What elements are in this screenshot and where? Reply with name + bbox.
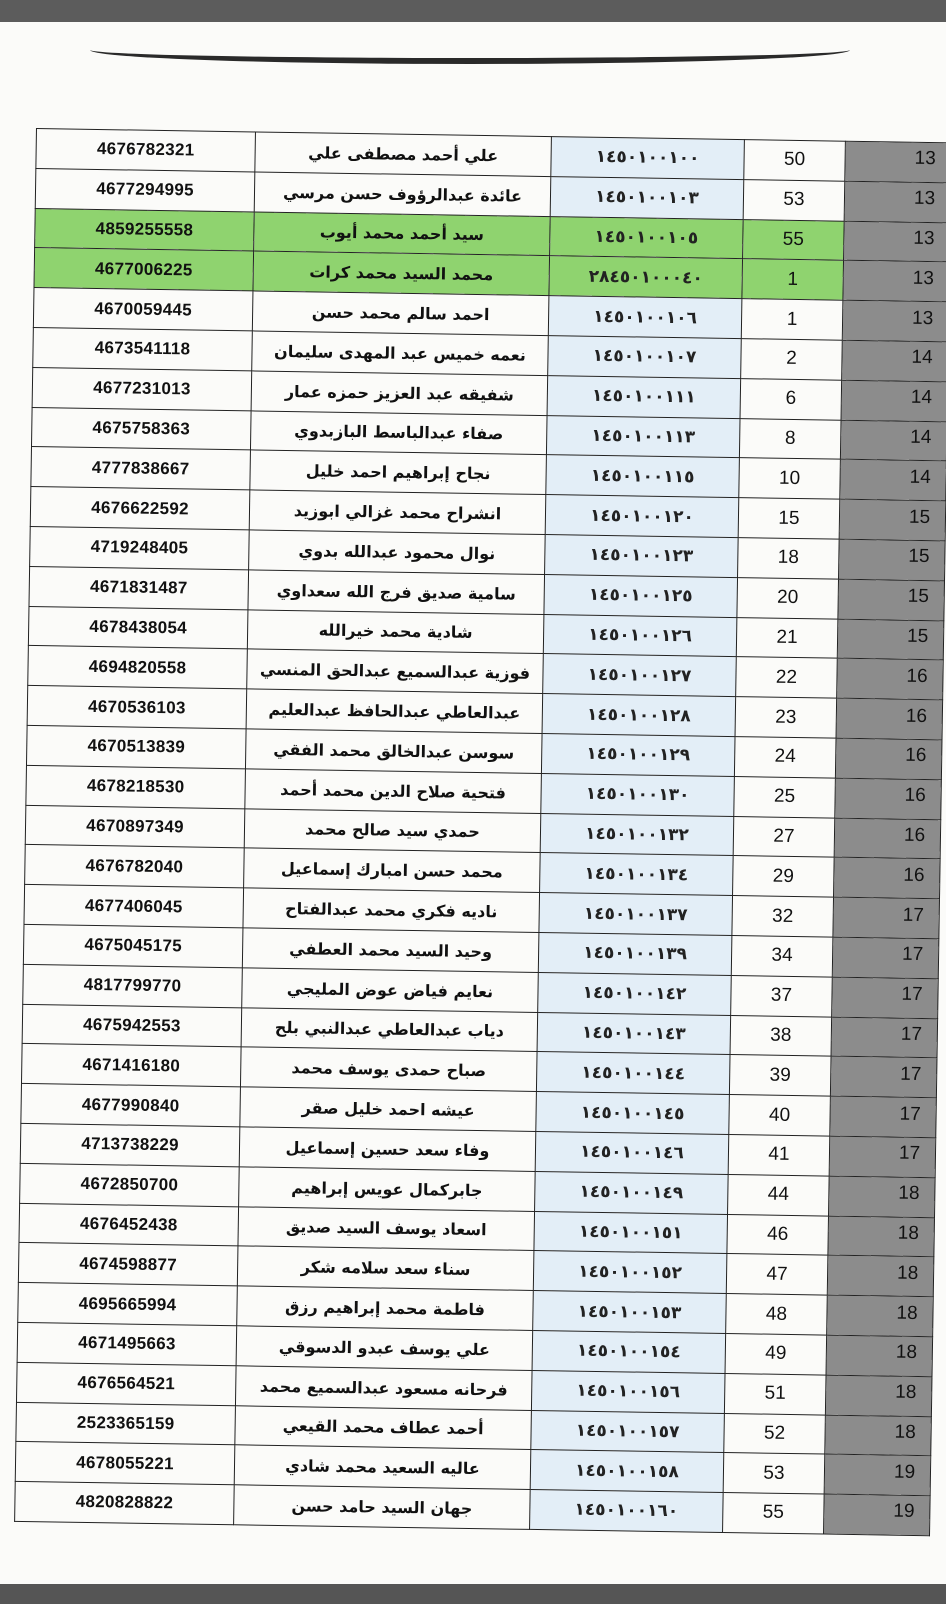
sequence-cell — [834, 857, 941, 898]
sequence-label: 18 — [895, 1381, 917, 1404]
number-cell: 47 — [726, 1254, 828, 1295]
national-id-cell: 4677990840 — [21, 1084, 241, 1127]
national-id-cell: 4678055221 — [15, 1442, 235, 1485]
sequence-label: 18 — [896, 1262, 919, 1284]
name-cell: صباح حمدى يوسف محمد — [240, 1047, 537, 1091]
page-top-edge — [90, 36, 850, 64]
national-id-cell: 2523365159 — [16, 1402, 236, 1445]
sequence-label: 15 — [908, 506, 931, 528]
sequence-label: 17 — [902, 904, 925, 926]
name-cell: احمد سالم محمد حسن — [252, 291, 549, 335]
name-cell: صفاء عبدالباسط البازبدوي — [250, 410, 547, 454]
code-cell: ١٤٥٠١٠٠١٥٤ — [532, 1330, 726, 1373]
code-cell: ١٤٥٠١٠٠١١٣ — [546, 415, 740, 458]
sequence-cell — [837, 619, 944, 660]
sequence-label: 18 — [898, 1182, 920, 1205]
code-cell: ١٤٥٠١٠٠١٢٥ — [544, 574, 738, 617]
code-cell: ١٤٥٠١٠٠١٤٣ — [537, 1012, 731, 1055]
sequence-label: 16 — [904, 784, 926, 807]
number-cell: 2 — [741, 339, 843, 380]
code-cell: ١٤٥٠١٠٠١٤٦ — [535, 1131, 729, 1174]
name-cell: سيد أحمد محمد أيوب — [254, 212, 551, 256]
national-id-cell: 4675942553 — [22, 1004, 242, 1047]
number-cell: 22 — [736, 657, 838, 698]
number-cell: 27 — [733, 816, 835, 857]
national-id-cell: 4678218530 — [26, 765, 246, 808]
number-cell: 21 — [736, 617, 838, 658]
code-cell: ٢٨٤٥٠١٠٠٠٤٠ — [549, 256, 743, 299]
sequence-label: 15 — [907, 585, 930, 608]
national-id-cell: 4817799770 — [23, 964, 243, 1007]
number-cell: 34 — [731, 935, 833, 976]
sequence-cell — [831, 1017, 938, 1058]
number-cell: 20 — [737, 577, 839, 618]
name-cell: نعايم فياض عوض المليجي — [242, 968, 539, 1012]
number-cell: 24 — [734, 737, 836, 778]
sequence-label: 14 — [911, 347, 933, 369]
sequence-cell — [842, 300, 946, 341]
sequence-cell — [827, 1295, 934, 1336]
number-cell: 23 — [735, 697, 837, 738]
number-cell: 1 — [741, 299, 843, 340]
national-id-cell: 4675045175 — [23, 924, 243, 967]
sequence-cell — [844, 221, 946, 262]
name-cell: علي يوسف عبدو الدسوقي — [236, 1326, 533, 1370]
code-cell: ١٤٥٠١٠٠١٣٧ — [539, 893, 733, 936]
national-id-cell: 4673541118 — [33, 327, 253, 370]
name-cell: محمد السيد محمد كرات — [253, 251, 550, 295]
sequence-label: 15 — [908, 546, 930, 568]
document-page — [0, 22, 946, 1584]
sequence-cell — [840, 420, 946, 461]
code-cell: ١٤٥٠١٠٠١٥٦ — [531, 1370, 725, 1413]
sequence-cell — [837, 659, 944, 700]
name-cell: عائدة عبدالرؤوف حسن مرسي — [254, 172, 551, 216]
sequence-label: 18 — [895, 1341, 918, 1364]
sequence-cell — [825, 1415, 932, 1456]
sequence-label: 16 — [905, 705, 928, 727]
code-cell: ١٤٥٠١٠٠١٤٢ — [538, 972, 732, 1015]
number-cell: 52 — [724, 1413, 826, 1454]
number-cell: 49 — [725, 1333, 827, 1374]
national-id-cell: 4678438054 — [28, 606, 248, 649]
sequence-cell — [826, 1335, 933, 1376]
sequence-label: 16 — [903, 864, 925, 886]
sequence-cell — [836, 698, 943, 739]
code-cell: ١٤٥٠١٠٠١٥٧ — [531, 1410, 725, 1453]
sequence-cell — [829, 1176, 936, 1217]
code-cell: ١٤٥٠١٠٠١٢٦ — [543, 614, 737, 657]
sequence-label: 17 — [899, 1103, 921, 1125]
number-cell: 25 — [734, 776, 836, 817]
code-cell: ١٤٥٠١٠٠١٢٠ — [545, 495, 739, 538]
national-id-cell: 4694820558 — [28, 646, 248, 689]
national-id-cell: 4671831487 — [29, 566, 249, 609]
national-id-cell: 4670536103 — [27, 686, 247, 729]
code-cell: ١٤٥٠١٠٠١٥٢ — [533, 1251, 727, 1294]
table-sheet — [14, 128, 946, 1574]
number-cell: 6 — [740, 378, 842, 419]
number-cell: 51 — [724, 1373, 826, 1414]
number-cell: 1 — [742, 259, 844, 300]
sequence-cell — [842, 340, 946, 381]
national-id-cell: 4719248405 — [30, 526, 250, 569]
name-cell: ناديه فكري محمد عبدالفتاح — [243, 888, 540, 932]
number-cell: 55 — [743, 219, 845, 260]
code-cell: ١٤٥٠١٠٠١٣٠ — [541, 773, 735, 816]
name-cell: شفيقه عبد العزيز حمزه عمار — [251, 371, 548, 415]
national-id-cell: 4695665994 — [18, 1282, 238, 1325]
sequence-label: 14 — [909, 466, 931, 488]
sequence-cell — [845, 141, 946, 182]
name-cell: انشراح محمد غزالي ابوزيد — [249, 490, 546, 534]
name-cell: دياب عبدالعاطي عبدالنبي بلح — [241, 1007, 538, 1051]
name-cell: أحمد عطاف محمد القيعي — [235, 1405, 532, 1449]
sequence-label: 19 — [893, 1501, 915, 1523]
number-cell: 41 — [728, 1134, 830, 1175]
code-cell: ١٤٥٠١٠٠١٢٨ — [542, 694, 736, 737]
name-cell: سناء سعد سلامه شكر — [237, 1246, 534, 1290]
number-cell: 18 — [738, 538, 840, 579]
sequence-cell — [843, 261, 946, 302]
code-cell: ١٤٥٠١٠٠١٠٠ — [551, 137, 745, 180]
national-id-cell: 4676452438 — [19, 1203, 239, 1246]
number-cell: 10 — [739, 458, 841, 499]
sequence-label: 16 — [903, 824, 926, 846]
number-cell: 29 — [733, 856, 835, 897]
sequence-cell — [835, 738, 942, 779]
national-id-cell: 4670513839 — [26, 725, 246, 768]
name-cell: اسعاد يوسف السيد صديق — [238, 1206, 535, 1250]
sequence-cell — [830, 1096, 937, 1137]
name-cell: عاليه السعيد محمد شادي — [234, 1445, 531, 1489]
name-cell: شادية محمد خيرالله — [247, 609, 544, 653]
national-id-cell: 4670897349 — [25, 805, 245, 848]
name-cell: سوسن عبدالخالق محمد الفقي — [245, 729, 542, 773]
number-cell: 53 — [743, 179, 845, 220]
code-cell: ١٤٥٠١٠٠١٢٧ — [543, 654, 737, 697]
sequence-cell — [827, 1255, 934, 1296]
number-cell: 44 — [728, 1174, 830, 1215]
sequence-cell — [833, 897, 940, 938]
code-cell: ١٤٥٠١٠٠١٥١ — [534, 1211, 728, 1254]
sequence-label: 13 — [914, 148, 936, 170]
national-id-cell: 4670059445 — [33, 288, 253, 331]
code-cell: ١٤٥٠١٠٠١٠٦ — [548, 296, 742, 339]
national-id-cell: 4859255558 — [35, 208, 255, 251]
code-cell: ١٤٥٠١٠٠١١١ — [547, 375, 741, 418]
number-cell: 48 — [726, 1294, 828, 1335]
national-id-cell: 4820828822 — [15, 1481, 235, 1524]
number-cell: 32 — [732, 896, 834, 937]
name-cell: عيشه احمد خليل صقر — [240, 1087, 537, 1131]
name-cell: فوزية عبدالسميع عبدالحق المنسي — [247, 649, 544, 693]
sequence-label: 13 — [911, 307, 934, 329]
national-id-cell: 4713738229 — [20, 1123, 240, 1166]
national-id-cell: 4677006225 — [34, 248, 254, 291]
name-cell: وحيد السيد محمد العطفي — [242, 928, 539, 972]
code-cell: ١٤٥٠١٠٠١٦٠ — [530, 1490, 724, 1533]
national-id-cell: 4674598877 — [18, 1243, 238, 1286]
sequence-label: 17 — [898, 1142, 921, 1165]
code-cell: ١٤٥٠١٠٠١٤٤ — [536, 1052, 730, 1095]
sequence-label: 17 — [901, 983, 923, 1006]
national-id-cell: 4676782040 — [25, 845, 245, 888]
number-cell: 39 — [729, 1055, 831, 1096]
sequence-cell — [834, 818, 941, 859]
sequence-label: 13 — [913, 227, 935, 250]
code-cell: ١٤٥٠١٠٠١٢٩ — [541, 733, 735, 776]
national-id-cell: 4676564521 — [16, 1362, 236, 1405]
sequence-label: 14 — [910, 386, 933, 409]
national-id-cell: 4677294995 — [35, 168, 255, 211]
number-cell: 40 — [729, 1095, 831, 1136]
code-cell: ١٤٥٠١٠٠١٥٨ — [530, 1450, 724, 1493]
name-cell: نوال محمود عبدالله بدوي — [249, 530, 546, 574]
sequence-label: 18 — [897, 1222, 920, 1244]
name-cell: علي أحمد مصطفى علي — [255, 132, 552, 176]
national-id-cell: 4777838667 — [31, 447, 251, 490]
code-cell: ١٤٥٠١٠٠١٣٩ — [538, 932, 732, 975]
name-cell: فتحية صلاح الدين محمد أحمد — [245, 769, 542, 813]
sequence-label: 16 — [906, 665, 928, 687]
sequence-cell — [824, 1494, 931, 1535]
sequence-cell — [830, 1056, 937, 1097]
sequence-cell — [832, 977, 939, 1018]
sequence-cell — [844, 181, 946, 222]
number-cell: 55 — [723, 1493, 825, 1534]
bottom-bar — [0, 1584, 946, 1604]
sequence-label: 17 — [900, 1063, 922, 1085]
national-id-cell: 4671416180 — [21, 1044, 241, 1087]
number-cell: 15 — [738, 498, 840, 539]
national-id-cell: 4671495663 — [17, 1322, 237, 1365]
national-id-cell: 4675758363 — [31, 407, 251, 450]
code-cell: ١٤٥٠١٠٠١٤٩ — [535, 1171, 729, 1214]
sequence-cell — [841, 380, 946, 421]
code-cell: ١٤٥٠١٠٠١٢٣ — [545, 535, 739, 578]
sequence-label: 16 — [905, 745, 927, 767]
sequence-label: 17 — [900, 1023, 923, 1045]
sequence-cell — [839, 539, 946, 580]
beneficiary-table — [14, 128, 946, 1536]
number-cell: 37 — [731, 975, 833, 1016]
national-id-cell: 4672850700 — [20, 1163, 240, 1206]
code-cell: ١٤٥٠١٠٠١٠٣ — [550, 176, 744, 219]
code-cell: ١٤٥٠١٠٠١٣٤ — [540, 853, 734, 896]
sequence-label: 18 — [894, 1421, 916, 1443]
sequence-cell — [835, 778, 942, 819]
sequence-label: 17 — [901, 944, 924, 966]
code-cell: ١٤٥٠١٠٠١٥٣ — [533, 1291, 727, 1334]
number-cell: 50 — [744, 140, 846, 181]
name-cell: جابركمال عويس إبراهيم — [239, 1167, 536, 1211]
name-cell: نعمه خميس عبد المهدى سليمان — [252, 331, 549, 375]
number-cell: 38 — [730, 1015, 832, 1056]
code-cell: ١٤٥٠١٠٠١٠٥ — [550, 216, 744, 259]
national-id-cell: 4677406045 — [24, 885, 244, 928]
sequence-label: 14 — [910, 426, 932, 449]
code-cell: ١٤٥٠١٠٠١٣٢ — [540, 813, 734, 856]
sequence-cell — [829, 1136, 936, 1177]
number-cell: 8 — [739, 418, 841, 459]
code-cell: ١٤٥٠١٠٠١٠٧ — [548, 336, 742, 379]
national-id-cell: 4676782321 — [36, 129, 256, 172]
code-cell: ١٤٥٠١٠٠١٤٥ — [536, 1092, 730, 1135]
sequence-cell — [832, 937, 939, 978]
sequence-label: 13 — [913, 187, 936, 210]
sequence-label: 18 — [896, 1302, 918, 1324]
sequence-cell — [839, 499, 946, 540]
name-cell: سامية صديق فرج الله سعداوي — [248, 570, 545, 614]
national-id-cell: 4676622592 — [30, 487, 250, 530]
table-body — [15, 129, 946, 1536]
code-cell: ١٤٥٠١٠٠١١٥ — [546, 455, 740, 498]
name-cell: فاطمة محمد إبراهيم رزق — [237, 1286, 534, 1330]
name-cell: فرحانه مسعود عبدالسميع محمد — [235, 1365, 532, 1409]
name-cell: وفاء سعد حسين إسماعيل — [239, 1127, 536, 1171]
sequence-cell — [828, 1216, 935, 1257]
name-cell: حمدي سيد صالح محمد — [244, 808, 541, 852]
sequence-cell — [824, 1454, 931, 1495]
sequence-cell — [825, 1375, 932, 1416]
name-cell: نجاح إبراهيم احمد خليل — [250, 450, 547, 494]
sequence-cell — [838, 579, 945, 620]
sequence-label: 15 — [906, 625, 929, 648]
number-cell: 46 — [727, 1214, 829, 1255]
sequence-cell — [840, 460, 946, 501]
name-cell: جهان السيد حامد حسن — [234, 1485, 531, 1529]
sequence-label: 19 — [893, 1461, 916, 1483]
name-cell: محمد حسن امبارك إسماعيل — [244, 848, 541, 892]
number-cell: 53 — [723, 1453, 825, 1494]
name-cell: عبدالعاطي عبدالحافظ عبدالعليم — [246, 689, 543, 733]
sequence-label: 13 — [912, 267, 935, 289]
national-id-cell: 4677231013 — [32, 367, 252, 410]
